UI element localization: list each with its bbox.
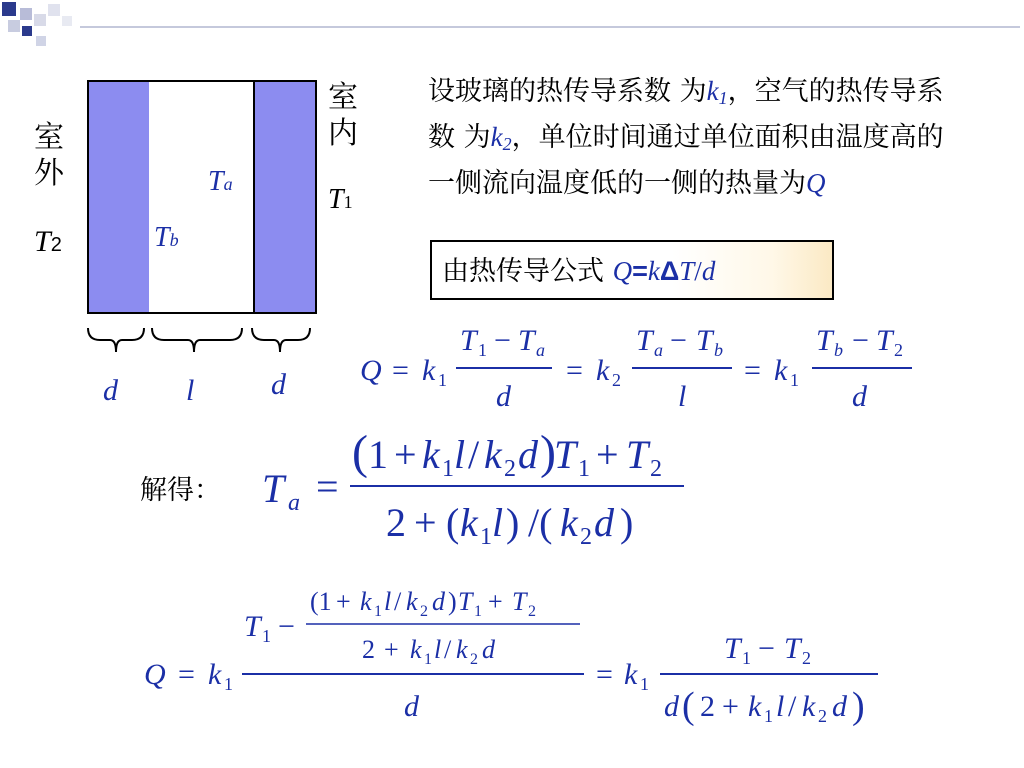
glass-panel-right: [253, 80, 317, 314]
svg-text:2: 2: [580, 524, 592, 550]
svg-text:l: l: [434, 635, 442, 664]
svg-text:1: 1: [442, 456, 454, 482]
svg-text:): ): [620, 500, 634, 545]
svg-text:k: k: [774, 354, 788, 387]
svg-text:1: 1: [424, 651, 432, 668]
svg-text:k: k: [624, 658, 638, 691]
svg-text:T: T: [724, 632, 741, 665]
svg-text:l: l: [678, 380, 687, 413]
svg-text:2: 2: [802, 648, 811, 668]
svg-text:+: +: [384, 635, 399, 664]
svg-text:+: +: [414, 500, 437, 545]
air-gap: [149, 80, 255, 314]
svg-text:2: 2: [362, 635, 375, 664]
svg-text:k: k: [410, 635, 422, 664]
dim-d-left: d: [103, 374, 118, 407]
svg-text:2: 2: [504, 456, 516, 482]
svg-text:2: 2: [650, 456, 662, 482]
svg-text:): ): [852, 685, 865, 727]
svg-text:1: 1: [480, 524, 492, 550]
svg-text:T: T: [696, 324, 713, 357]
svg-text:l: l: [454, 432, 466, 477]
svg-text:1: 1: [374, 603, 382, 620]
svg-text:2: 2: [470, 651, 478, 668]
solution-label: 解得：: [140, 475, 221, 506]
svg-text:=: =: [316, 464, 339, 509]
svg-text:1: 1: [578, 456, 590, 482]
svg-text:/: /: [788, 690, 797, 723]
svg-text:/: /: [468, 432, 480, 477]
svg-text:d: d: [496, 380, 511, 413]
svg-text:−: −: [494, 324, 511, 357]
svg-text:a: a: [536, 340, 545, 360]
svg-text:a: a: [654, 340, 663, 360]
svg-text:): ): [540, 426, 556, 479]
svg-text:+: +: [488, 587, 503, 616]
svg-text:b: b: [714, 340, 723, 360]
svg-text:k: k: [802, 690, 816, 723]
svg-text:1: 1: [262, 626, 271, 646]
svg-text:+: +: [722, 690, 739, 723]
indoor-label: 室 内: [328, 80, 358, 151]
svg-text:=: =: [566, 354, 583, 387]
svg-text:−: −: [758, 632, 775, 665]
svg-text:l: l: [492, 500, 504, 545]
T2-label: T2: [34, 225, 62, 258]
svg-text:+: +: [394, 432, 417, 477]
svg-text:2: 2: [420, 603, 428, 620]
svg-text:): ): [506, 500, 520, 545]
svg-text:=: =: [178, 658, 195, 691]
equation-Q-final: [140, 580, 900, 740]
outdoor-label: 室 外: [34, 120, 64, 191]
description-paragraph: 设玻璃的热传导系数 为k1，空气的热传导系数 为k2，单位时间通过单位面积由温度高的一侧流向温度低的一侧的热量为Q: [428, 76, 944, 199]
svg-text:2: 2: [612, 370, 621, 390]
svg-text:k: k: [406, 587, 418, 616]
svg-text:Q: Q: [360, 354, 382, 387]
svg-text:k: k: [748, 690, 762, 723]
dim-d-right: d: [271, 368, 286, 401]
svg-text:d: d: [432, 587, 445, 616]
svg-text:2: 2: [894, 340, 903, 360]
svg-text:d: d: [482, 635, 495, 664]
svg-text:1: 1: [640, 674, 649, 694]
Tb-label: Tb: [154, 222, 179, 253]
svg-text:T: T: [262, 466, 285, 511]
svg-text:2: 2: [386, 500, 406, 545]
svg-text:T: T: [512, 587, 527, 616]
svg-text:d: d: [518, 432, 538, 477]
svg-text:=: =: [392, 354, 409, 387]
svg-text:T: T: [554, 432, 577, 477]
svg-text:T: T: [626, 432, 649, 477]
svg-text:k: k: [460, 500, 478, 545]
svg-text:d: d: [852, 380, 867, 413]
svg-text:): ): [448, 587, 457, 616]
equation-heat-flux-chain: [356, 318, 936, 418]
equation-Ta-solution: [256, 420, 696, 550]
svg-text:d: d: [404, 690, 419, 723]
svg-text:T: T: [244, 610, 261, 643]
svg-text:k: k: [560, 500, 578, 545]
svg-text:(: (: [446, 500, 460, 545]
svg-text:1: 1: [224, 674, 233, 694]
svg-text:−: −: [852, 324, 869, 357]
svg-text:T: T: [816, 324, 833, 357]
svg-text:−: −: [278, 610, 295, 643]
svg-text:a: a: [288, 490, 300, 516]
svg-text:k: k: [422, 432, 440, 477]
svg-text:2: 2: [700, 690, 715, 723]
svg-text:+: +: [336, 587, 351, 616]
svg-text:T: T: [784, 632, 801, 665]
svg-text:k: k: [456, 635, 468, 664]
svg-text:1: 1: [368, 432, 388, 477]
Ta-label: Ta: [208, 166, 233, 197]
svg-text:T: T: [636, 324, 653, 357]
svg-text:+: +: [596, 432, 619, 477]
svg-text:T: T: [876, 324, 893, 357]
svg-text:/(: /(: [528, 500, 553, 545]
svg-text:/: /: [394, 587, 402, 616]
svg-text:k: k: [422, 354, 436, 387]
svg-text:Q: Q: [144, 658, 166, 691]
slide-decoration: [0, 0, 80, 60]
svg-text:1: 1: [438, 370, 447, 390]
svg-text:T: T: [518, 324, 535, 357]
svg-text:(1: (1: [310, 587, 332, 616]
svg-text:/: /: [444, 635, 452, 664]
svg-text:k: k: [360, 587, 372, 616]
svg-text:1: 1: [790, 370, 799, 390]
svg-text:2: 2: [818, 706, 827, 726]
svg-text:(: (: [352, 426, 368, 479]
svg-text:k: k: [208, 658, 222, 691]
svg-text:k: k: [596, 354, 610, 387]
svg-text:1: 1: [478, 340, 487, 360]
glass-panel-left: [87, 80, 151, 314]
svg-text:k: k: [484, 432, 502, 477]
svg-text:=: =: [596, 658, 613, 691]
heat-conduction-formula-box: 由热传导公式 Q=kΔT/d: [430, 240, 834, 300]
svg-text:1: 1: [474, 603, 482, 620]
dim-l: l: [186, 374, 195, 407]
svg-text:T: T: [458, 587, 473, 616]
svg-text:d: d: [594, 500, 614, 545]
svg-text:d: d: [832, 690, 847, 723]
svg-text:T: T: [460, 324, 477, 357]
svg-text:2: 2: [528, 603, 536, 620]
T1-label: T1: [328, 184, 353, 215]
svg-text:l: l: [384, 587, 392, 616]
svg-text:−: −: [670, 324, 687, 357]
svg-text:=: =: [744, 354, 761, 387]
svg-text:1: 1: [742, 648, 751, 668]
svg-text:1: 1: [764, 706, 773, 726]
dimension-braces: [80, 322, 320, 362]
svg-text:b: b: [834, 340, 843, 360]
svg-text:l: l: [776, 690, 785, 723]
svg-text:d: d: [664, 690, 679, 723]
svg-text:(: (: [682, 685, 695, 727]
